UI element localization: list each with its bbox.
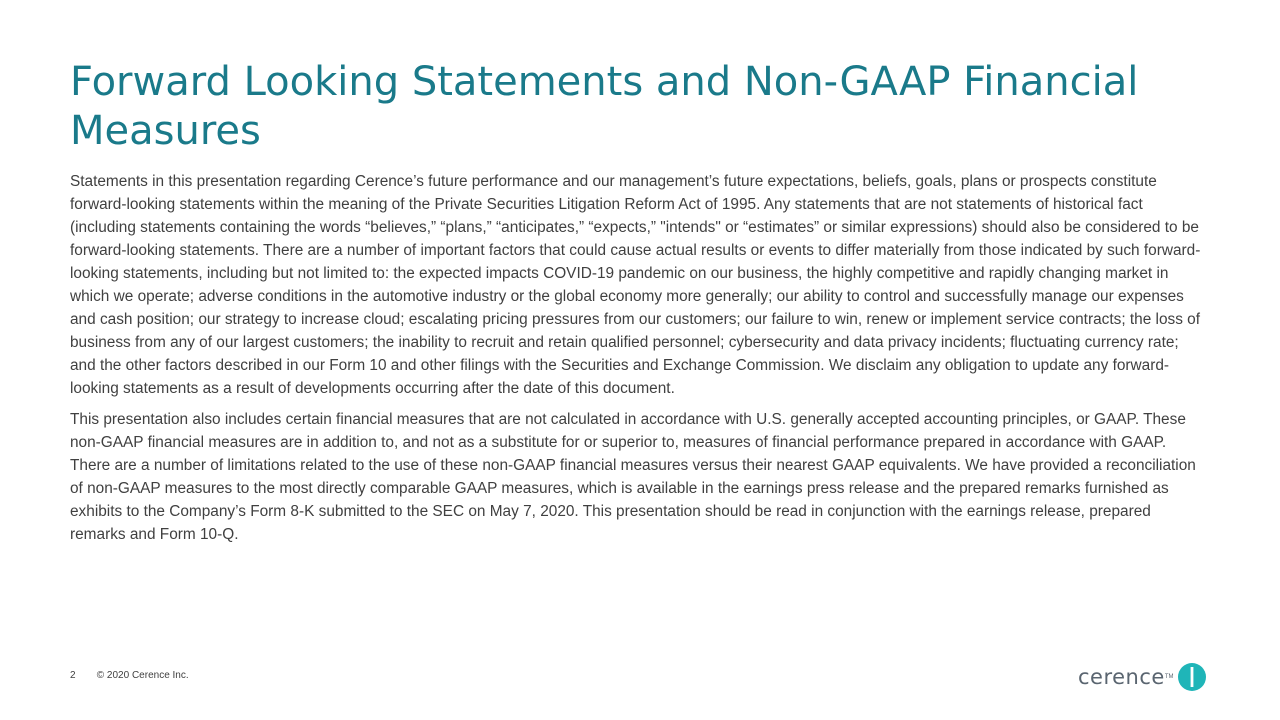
slide-title: Forward Looking Statements and Non-GAAP Financial Measures (70, 59, 1139, 154)
copyright-notice: © 2020 Cerence Inc. (96, 670, 189, 681)
slide-body (70, 170, 1205, 554)
forward-looking-paragraph: Statements in this presentation regarding Cerence’s future performance and our management’s future expectations, beliefs, goals, plans or prospects constitute forward-looking statements within the meaning of the Private Securities Litigation Reform Act of 1995. Any statements that are not statements of historical fact (including statements containing the words “believes,” “plans,” “anticipates,” “expects,” "intends" or “estimates” or similar expressions) should also be considered to be forward-looking statements. There are a number of important factors that could cause actual results or events to differ materially from those indicated by such forward-looking statements, including but not limited to: the expected impacts COVID-19 pandemic on our business, the highly competitive and rapidly changing market in which we operate; adverse conditions in the automotive industry or the global economy more generally; our ability to control and successfully manage our expenses and cash position; our strategy to increase cloud; escalating pricing pressures from our customers; our failure to win, renew or implement service contracts; the loss of business from any of our largest customers; the inability to recruit and retain qualified personnel; cybersecurity and data privacy incidents; fluctuating currency rate; and the other factors described in our Form 10 and other filings with the Securities and Exchange Commission. We disclaim any obligation to update any forward-looking statements as a result of developments occurring after the date of this document. (70, 173, 1201, 397)
cerence-mark-icon (1177, 662, 1207, 692)
non-gaap-paragraph: This presentation also includes certain financial measures that are not calculated in accordance with U.S. generally accepted accounting principles, or GAAP. These non-GAAP financial measures are in addition to, and not as a substitute for or superior to, measures of financial performance prepared in accordance with GAAP. There are a number of limitations related to the use of these non-GAAP financial measures versus their nearest GAAP equivalents. We have provided a reconciliation of non-GAAP measures to the most directly comparable GAAP measures, which is available in the earnings press release and the prepared remarks furnished as exhibits to the Company’s Form 8-K submitted to the SEC on May 7, 2020. This presentation should be read in conjunction with the earnings release, prepared remarks and Form 10-Q. (70, 411, 1196, 543)
cerence-logo (1078, 660, 1218, 694)
page-number: 2 (70, 670, 76, 681)
logo-trademark: TM (1164, 674, 1174, 680)
logo-wordmark: cerence (1078, 665, 1165, 689)
slide-footer (70, 670, 189, 681)
